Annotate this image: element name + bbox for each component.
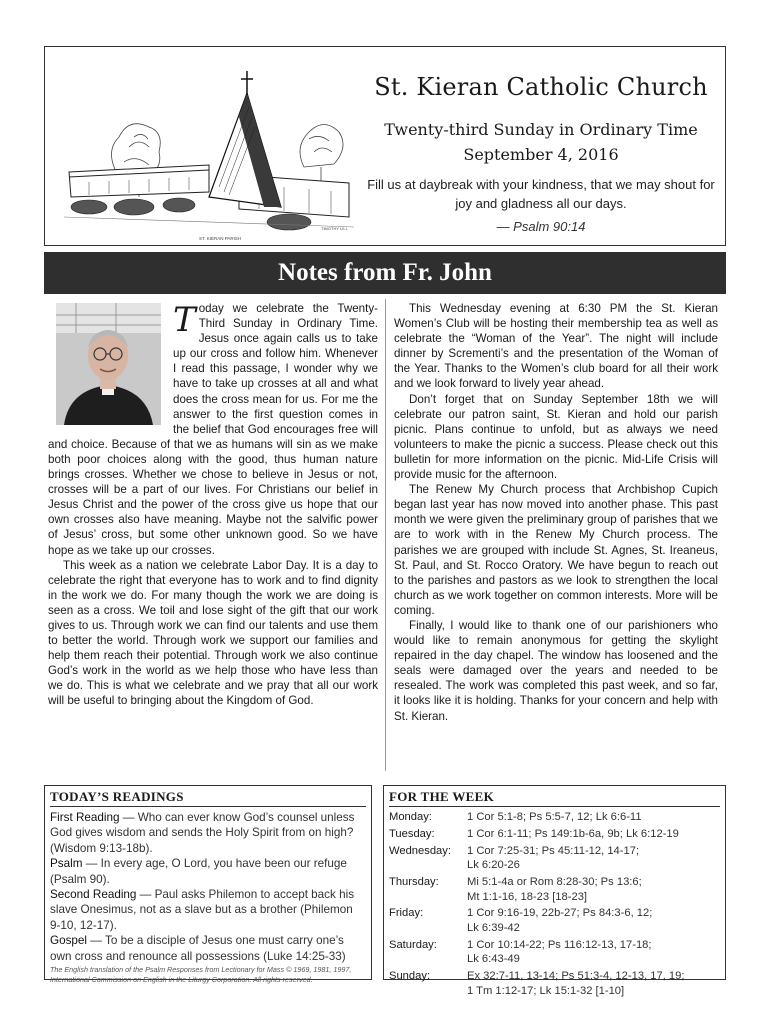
notes-section-title: Notes from Fr. John (44, 252, 726, 294)
reading-item (50, 856, 366, 887)
week-row (389, 875, 720, 904)
week-refs: 1 Cor 6:1-11; Ps 149:1b-6a, 9b; Lk 6:12-19 (467, 827, 679, 840)
reading-text: — Paul asks Philemon to accept back his slave Onesimus, not as a slave but as a brother (Philemon 9-10, 12-17). (50, 888, 355, 932)
notes-paragraph: Don’t forget that on Sunday September 18th we will celebrate our patron saint, St. Kieran and hold our parish picnic. Plans continue to unfold, but as always we need volunteers to make the picnic a success. Please check out this bulletin for more information on the picnic. Mid-Life Crisis will provide music for the afternoon. (394, 392, 718, 482)
week-row (389, 906, 720, 935)
week-title: FOR THE WEEK (389, 789, 720, 807)
drop-cap: T (173, 301, 196, 340)
notes-paragraph: Finally, I would like to thank one of our parishioners who would like to remain anonymous for getting the skylight repaired in the day chapel. The window has loosened and the seals were damaged over the years and needed to be resealed. The work was completed this past week, and so far, it looks like it is holding. Thanks for your concern and help with St. Kieran. (394, 618, 718, 723)
week-day: Wednesday: (389, 844, 451, 857)
reading-label: Gospel (50, 934, 88, 948)
notes-paragraph: This week as a nation we celebrate Labor Day. It is a day to celebrate the right that everyone has to work and to find dignity in the work we do. For many though the work we are doing is seen as a cross. We toil and lose sight of the gift that our work gives to us. Through work we can find our talents and use them to better the world. Through work we support our families and help them reach their potential. Through work we also continue God’s work in the world as we help those who have less than we do. This is what we celebrate and we pray that all our work will be useful to bringing about the Kingdom of God. (48, 558, 378, 708)
bulletin-date: September 4, 2016 (463, 145, 619, 164)
week-day: Sunday: (389, 970, 431, 983)
notes-right-column (394, 301, 718, 771)
week-day: Tuesday: (389, 827, 435, 840)
notes-paragraph: This Wednesday evening at 6:30 PM the St. Kieran Women’s Club will be hosting their membership tea as well as celebrate the “Woman of the Year”. The night will include dinner by Scrementi’s and the presentation of the Woman of the Year. Thanks to the Women’s club board for all their work and we look forward to lively year ahead. (394, 302, 718, 391)
week-row (389, 969, 720, 998)
notes-paragraph: oday we celebrate the Twenty-Third Sunday in Ordinary Time. Jesus once again calls us to take up our cross and follow him. Whenever I read this passage, I wonder why we have to take up crosses at all and what does the cross mean for us. For me the answer to the first question comes in the belief that God encourages free will and choice. Because of that we as humans will sin as we make both poor choices along with the good, thus human nature brings crosses. Whether we chose to believe in Jesus or not, crosses will be a part of our lives. For Christians our belief in Jesus Christ and the power of the cross give us hope that our own crosses also have meaning. Maybe not the salvific power of Jesus’ cross, but some other unknown good. So we have hope as we take up our crosses. (48, 302, 378, 557)
todays-readings-box (44, 785, 372, 985)
reading-text: — In every age, O Lord, you have been our refuge (Psalm 90). (50, 857, 347, 886)
reading-item (50, 810, 366, 856)
readings-title: TODAY’S READINGS (50, 789, 366, 807)
church-name: St. Kieran Catholic Church (374, 73, 708, 101)
reading-label: First Reading (50, 811, 120, 824)
reading-text: — Who can ever know God’s counsel unless God gives wisdom and sends the Holy Spirit from on high? (Wisdom 9:13-18b). (50, 811, 355, 855)
week-day: Friday: (389, 907, 424, 920)
week-day: Saturday: (389, 938, 437, 951)
week-refs: Lk 6:39-42 (467, 921, 520, 934)
week-row (389, 938, 720, 967)
week-refs: Mi 5:1-4a or Rom 8:28-30; Ps 13:6; (467, 875, 642, 888)
week-refs: Lk 6:43-49 (467, 953, 520, 966)
sketch-caption-right: TIMOTHY LILL (321, 226, 348, 231)
week-refs: 1 Tm 1:12-17; Lk 15:1-32 [1-10] (467, 984, 625, 997)
sketch-caption-left: ST. KIERAN PARISH (199, 236, 242, 241)
column-divider (385, 299, 386, 771)
week-refs: 1 Cor 9:16-19, 22b-27; Ps 84:3-6, 12; (467, 907, 653, 920)
week-refs: Ex 32:7-11, 13-14; Ps 51:3-4, 12-13, 17, 19; (467, 970, 685, 983)
week-day: Thursday: (389, 875, 439, 888)
reading-label: Second Reading (50, 888, 137, 902)
reading-item (50, 933, 366, 964)
week-refs: 1 Cor 7:25-31; Ps 45:11-12, 14-17; (467, 844, 640, 857)
week-row (389, 844, 720, 873)
copyright-notice: The English translation of the Psalm Responses from Lectionary for Mass © 1969, 1981, 1997, International Commission on English in the Liturgy Corporation. All rights reserved. (50, 965, 352, 985)
fr-john-photo (56, 303, 161, 425)
reading-label: Psalm (50, 857, 83, 871)
week-refs: Lk 6:20-26 (467, 859, 520, 872)
week-day: Monday: (389, 811, 432, 823)
bulletin-header (44, 46, 726, 246)
week-refs: 1 Cor 5:1-8; Ps 5:5-7, 12; Lk 6:6-11 (467, 811, 642, 823)
reading-text: — To be a disciple of Jesus one must carry one’s own cross and renounce all possessions (Luke 14:25-33) (50, 934, 346, 963)
church-sketch-image (59, 57, 359, 242)
week-refs: 1 Cor 10:14-22; Ps 116:12-13, 17-18; (467, 938, 652, 951)
week-row (389, 827, 720, 842)
week-row (389, 810, 720, 825)
notes-left-column (48, 301, 378, 771)
liturgical-day: Twenty-third Sunday in Ordinary Time (384, 120, 698, 139)
readings-for-week-box (383, 785, 726, 997)
psalm-citation: — Psalm 90:14 (496, 219, 586, 234)
notes-paragraph: The Renew My Church process that Archbishop Cupich began last year has now moved into another phase. This past month we were given the preliminary group of parishes that we are to work with in the Renew My Church process. The parishes we are grouped with include St. Agnes, St. Ireaneus, St. Paul, and St. Rocco Oratory. We have begun to reach out to the parishes and pastors as we look to strengthen the local church as we work together on common interests. More will be coming. (394, 483, 718, 617)
reading-item (50, 887, 366, 933)
week-refs: Mt 1:1-16, 18-23 [18-23] (467, 890, 588, 903)
psalm-quote: Fill us at daybreak with your kindness, that we may shout for joy and gladness all our days. (367, 177, 715, 211)
